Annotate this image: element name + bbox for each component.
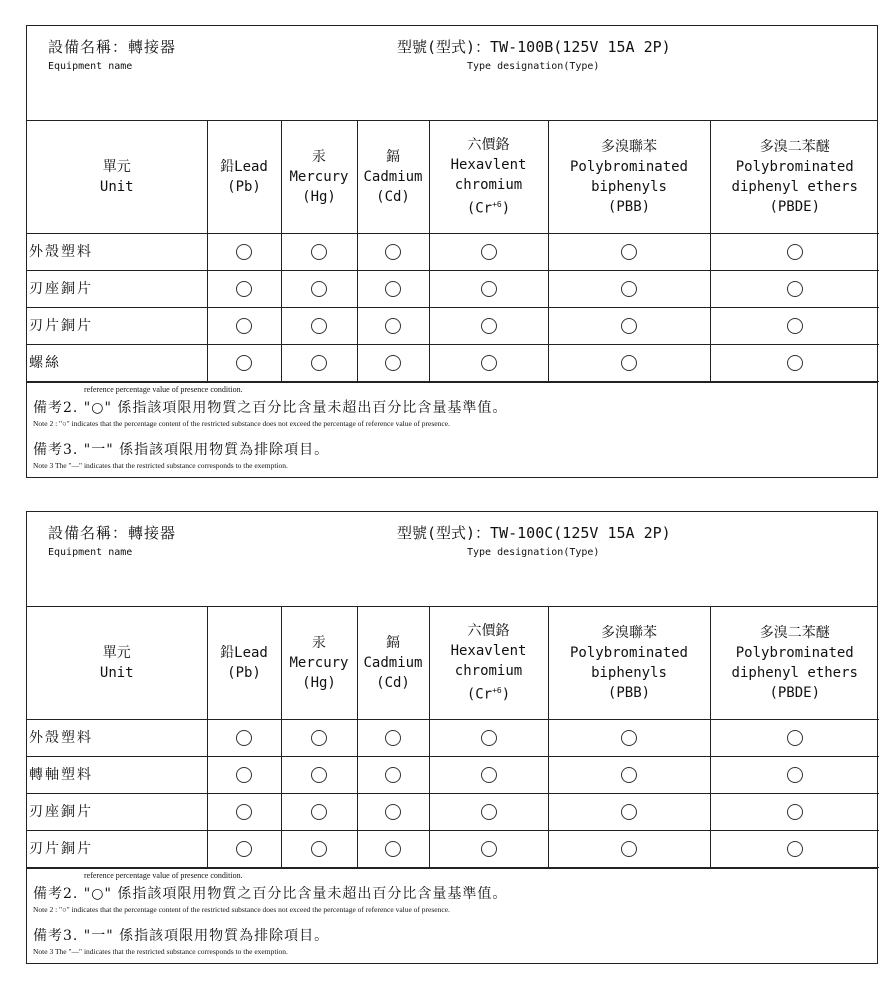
circle-mark-icon xyxy=(481,767,497,783)
compliance-cell xyxy=(429,757,548,794)
circle-mark-icon xyxy=(621,804,637,820)
part-name: 刃片銅片 xyxy=(27,308,207,345)
circle-mark-icon xyxy=(621,318,637,334)
circle-mark-icon xyxy=(481,841,497,857)
equipment-name-label-en: Equipment name xyxy=(48,61,133,72)
circle-mark-icon xyxy=(621,244,637,260)
compliance-cell xyxy=(710,757,879,794)
circle-mark-icon xyxy=(481,804,497,820)
equipment-name-label: 設備名稱：轉接器 xyxy=(48,38,177,56)
circle-mark-icon xyxy=(787,767,803,783)
table-row xyxy=(27,308,879,345)
note-2: 備考2. "○" 係指該項限用物質之百分比含量未超出百分比含量基準值。 xyxy=(33,886,508,902)
compliance-cell xyxy=(710,345,879,382)
part-name: 刃座銅片 xyxy=(27,794,207,831)
compliance-cell xyxy=(207,757,281,794)
type-designation-label: 型號(型式)：TW-100C(125V 15A 2P) xyxy=(397,524,671,542)
compliance-cell xyxy=(710,720,879,757)
compliance-cell xyxy=(429,794,548,831)
circle-mark-icon xyxy=(385,841,401,857)
col-unit: 單元 Unit xyxy=(27,607,207,720)
compliance-cell xyxy=(281,308,357,345)
compliance-cell xyxy=(710,271,879,308)
compliance-cell xyxy=(548,271,710,308)
compliance-cell xyxy=(281,271,357,308)
circle-mark-icon xyxy=(236,318,252,334)
circle-mark-icon xyxy=(481,355,497,371)
circle-mark-icon xyxy=(236,730,252,746)
table-header-block xyxy=(27,512,877,607)
compliance-cell xyxy=(429,271,548,308)
rohs-declaration-table xyxy=(26,511,878,964)
compliance-cell xyxy=(548,345,710,382)
compliance-cell xyxy=(429,345,548,382)
notes-block xyxy=(27,868,877,963)
circle-mark-icon xyxy=(621,841,637,857)
table-row xyxy=(27,234,879,271)
circle-mark-icon xyxy=(311,841,327,857)
part-name: 刃片銅片 xyxy=(27,831,207,868)
circle-mark-icon xyxy=(385,767,401,783)
compliance-cell xyxy=(281,720,357,757)
circle-mark-icon xyxy=(621,355,637,371)
compliance-cell xyxy=(281,831,357,868)
circle-mark-icon xyxy=(236,767,252,783)
compliance-cell xyxy=(207,831,281,868)
circle-mark-icon xyxy=(787,730,803,746)
circle-mark-icon xyxy=(787,318,803,334)
substance-table xyxy=(27,121,879,382)
compliance-cell xyxy=(710,234,879,271)
compliance-cell xyxy=(548,720,710,757)
circle-mark-icon xyxy=(385,730,401,746)
header-row xyxy=(27,607,879,720)
circle-mark-icon xyxy=(385,281,401,297)
compliance-cell xyxy=(357,308,429,345)
note-2-en: Note 2 : "○" indicates that the percentage content of the restricted substance does not exceed the percentage of reference value of presence. xyxy=(33,905,450,914)
circle-mark-icon xyxy=(385,355,401,371)
col-pbb: 多溴聯苯 Polybrominated biphenyls (PBB) xyxy=(548,607,710,720)
type-designation-label-en: Type designation(Type) xyxy=(467,61,600,72)
col-lead: 鉛Lead (Pb) xyxy=(207,121,281,234)
part-name: 螺絲 xyxy=(27,345,207,382)
col-pbde: 多溴二苯醚 Polybrominated diphenyl ethers (PBDE) xyxy=(710,121,879,234)
circle-mark-icon xyxy=(236,355,252,371)
table-row xyxy=(27,831,879,868)
part-name: 轉軸塑料 xyxy=(27,757,207,794)
col-lead: 鉛Lead (Pb) xyxy=(207,607,281,720)
part-name: 刃座銅片 xyxy=(27,271,207,308)
compliance-cell xyxy=(281,794,357,831)
compliance-cell xyxy=(357,345,429,382)
compliance-cell xyxy=(281,757,357,794)
circle-mark-icon xyxy=(787,804,803,820)
compliance-cell xyxy=(281,234,357,271)
circle-mark-icon xyxy=(481,281,497,297)
note-3-en: Note 3 The "—" indicates that the restricted substance corresponds to the exemption. xyxy=(33,461,288,470)
note-3: 備考3. "一" 係指該項限用物質為排除項目。 xyxy=(33,928,330,944)
col-pbde: 多溴二苯醚 Polybrominated diphenyl ethers (PBDE) xyxy=(710,607,879,720)
col-unit: 單元 Unit xyxy=(27,121,207,234)
table-row xyxy=(27,794,879,831)
circle-mark-icon xyxy=(787,281,803,297)
equipment-name-label-en: Equipment name xyxy=(48,547,133,558)
circle-mark-icon xyxy=(236,244,252,260)
rohs-declaration-table xyxy=(26,25,878,478)
col-cadmium: 鎘 Cadmium (Cd) xyxy=(357,121,429,234)
part-name: 外殼塑料 xyxy=(27,234,207,271)
circle-mark-icon xyxy=(311,730,327,746)
circle-mark-icon xyxy=(385,804,401,820)
type-designation-label: 型號(型式)：TW-100B(125V 15A 2P) xyxy=(397,38,671,56)
compliance-cell xyxy=(207,271,281,308)
compliance-cell xyxy=(710,308,879,345)
notes-block xyxy=(27,382,877,477)
circle-mark-icon xyxy=(311,244,327,260)
compliance-cell xyxy=(207,308,281,345)
circle-mark-icon xyxy=(787,841,803,857)
compliance-cell xyxy=(357,757,429,794)
compliance-cell xyxy=(429,234,548,271)
compliance-cell xyxy=(429,831,548,868)
circle-mark-icon xyxy=(311,281,327,297)
col-cadmium: 鎘 Cadmium (Cd) xyxy=(357,607,429,720)
col-mercury: 汞 Mercury (Hg) xyxy=(281,121,357,234)
note-3-en: Note 3 The "—" indicates that the restricted substance corresponds to the exemption. xyxy=(33,947,288,956)
compliance-cell xyxy=(548,794,710,831)
compliance-cell xyxy=(357,720,429,757)
circle-mark-icon xyxy=(481,318,497,334)
circle-mark-icon xyxy=(621,730,637,746)
compliance-cell xyxy=(548,308,710,345)
part-name: 外殼塑料 xyxy=(27,720,207,757)
compliance-cell xyxy=(207,234,281,271)
compliance-cell xyxy=(429,308,548,345)
circle-mark-icon xyxy=(236,281,252,297)
circle-mark-icon xyxy=(621,767,637,783)
compliance-cell xyxy=(710,794,879,831)
header-row xyxy=(27,121,879,234)
circle-mark-icon xyxy=(311,355,327,371)
table-row xyxy=(27,271,879,308)
compliance-cell xyxy=(207,345,281,382)
note-2: 備考2. "○" 係指該項限用物質之百分比含量未超出百分比含量基準值。 xyxy=(33,400,508,416)
note-3: 備考3. "一" 係指該項限用物質為排除項目。 xyxy=(33,442,330,458)
compliance-cell xyxy=(548,234,710,271)
type-designation-label-en: Type designation(Type) xyxy=(467,547,600,558)
table-row xyxy=(27,720,879,757)
compliance-cell xyxy=(357,831,429,868)
compliance-cell xyxy=(429,720,548,757)
compliance-cell xyxy=(357,234,429,271)
circle-mark-icon xyxy=(787,355,803,371)
substance-table xyxy=(27,607,879,868)
equipment-name-label: 設備名稱：轉接器 xyxy=(48,524,177,542)
circle-mark-icon xyxy=(311,804,327,820)
table-row xyxy=(27,345,879,382)
compliance-cell xyxy=(357,271,429,308)
compliance-cell xyxy=(207,794,281,831)
note-2-en: Note 2 : "○" indicates that the percentage content of the restricted substance does not exceed the percentage of reference value of presence. xyxy=(33,419,450,428)
compliance-cell xyxy=(548,757,710,794)
compliance-cell xyxy=(281,345,357,382)
table-row xyxy=(27,757,879,794)
reference-note: reference percentage value of presence condition. xyxy=(84,871,243,880)
col-mercury: 汞 Mercury (Hg) xyxy=(281,607,357,720)
circle-mark-icon xyxy=(311,318,327,334)
circle-mark-icon xyxy=(621,281,637,297)
table-header-block xyxy=(27,26,877,121)
compliance-cell xyxy=(357,794,429,831)
compliance-cell xyxy=(710,831,879,868)
circle-mark-icon xyxy=(236,841,252,857)
reference-note: reference percentage value of presence condition. xyxy=(84,385,243,394)
col-chromium: 六價鉻 Hexavlent chromium $(Cr^{+6})$ xyxy=(429,607,548,720)
circle-mark-icon xyxy=(481,244,497,260)
circle-mark-icon xyxy=(311,767,327,783)
circle-mark-icon xyxy=(236,804,252,820)
compliance-cell xyxy=(207,720,281,757)
circle-mark-icon xyxy=(481,730,497,746)
circle-mark-icon xyxy=(385,244,401,260)
compliance-cell xyxy=(548,831,710,868)
col-chromium: 六價鉻 Hexavlent chromium $(Cr^{+6})$ xyxy=(429,121,548,234)
circle-mark-icon xyxy=(787,244,803,260)
circle-mark-icon xyxy=(385,318,401,334)
col-pbb: 多溴聯苯 Polybrominated biphenyls (PBB) xyxy=(548,121,710,234)
